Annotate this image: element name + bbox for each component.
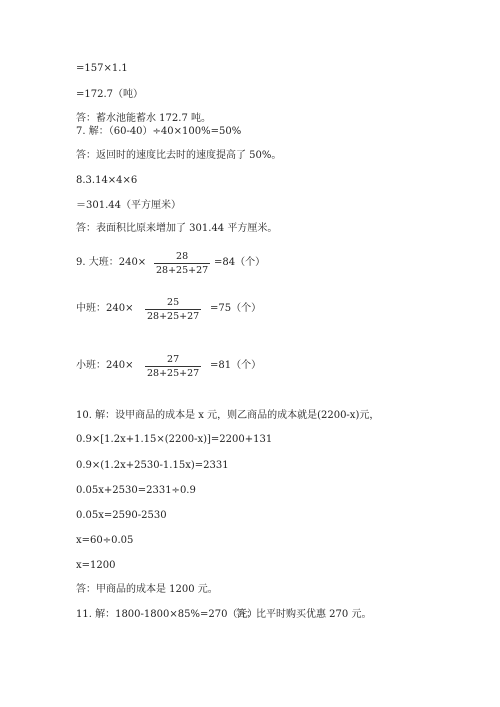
q9-mid-numerator: 25 xyxy=(167,297,180,308)
q8-result: ＝301.44（平方厘米） xyxy=(76,200,181,211)
q10-step-4: 0.05x=2590-2530 xyxy=(76,510,167,521)
q7-solution: 7. 解：（60-40）÷40×100%=50% xyxy=(76,126,242,137)
q10-answer: 答：甲商品的成本是 1200 元。 xyxy=(76,584,218,595)
q10-step-2: 0.9×(1.2x+2530-1.15x)=2331 xyxy=(76,460,229,471)
q9-mid-denominator: 28+25+27 xyxy=(147,311,200,322)
q9-small-denominator: 28+25+27 xyxy=(147,368,200,379)
q10-step-1: 0.9×[1.2x+1.15×(2200-x)]=2200+131 xyxy=(76,434,273,445)
q6-step-1: =157×1.1 xyxy=(76,63,128,74)
q9-big-denominator: 28+25+27 xyxy=(156,265,209,276)
q8-answer: 答：表面积比原来增加了 301.44 平方厘米。 xyxy=(76,223,278,234)
q9-mid-fraction xyxy=(145,297,201,322)
q7-answer: 答：返回时的速度比去时的速度提高了 50%。 xyxy=(76,150,282,161)
q6-answer: 答：蓄水池能蓄水 172.7 吨。 xyxy=(76,113,211,124)
fraction-bar xyxy=(145,309,201,310)
q9-small-fraction xyxy=(145,354,201,379)
q9-big-prefix: 9. 大班：240× xyxy=(76,257,147,268)
fraction-bar xyxy=(154,263,210,264)
fraction-bar xyxy=(145,366,201,367)
q10-step-3: 0.05x+2530=2331÷0.9 xyxy=(76,485,196,496)
q9-mid-prefix: 中班：240× xyxy=(76,303,134,314)
q10-step-6: x=1200 xyxy=(76,560,116,571)
q9-big-numerator: 28 xyxy=(176,251,189,262)
q9-big-fraction xyxy=(154,251,210,276)
q9-mid-result: =75（个） xyxy=(210,303,262,314)
q9-big-result: =84（个） xyxy=(214,257,266,268)
q9-small-result: =81（个） xyxy=(210,360,262,371)
q10-setup: 10. 解：设甲商品的成本是 x 元，则乙商品的成本就是(2200-x)元， xyxy=(76,410,380,421)
q8-solution: 8.3.14×4×6 xyxy=(76,175,138,186)
q10-step-5: x=60÷0.05 xyxy=(76,535,134,546)
q9-small-prefix: 小班：240× xyxy=(76,360,134,371)
q11-answer: 答：比平时购买优惠 270 元。 xyxy=(236,609,372,620)
q6-step-2: =172.7（吨） xyxy=(76,89,144,100)
q11-solution: 11. 解：1800-1800×85%=270（元） xyxy=(76,609,258,620)
q9-small-numerator: 27 xyxy=(167,354,180,365)
